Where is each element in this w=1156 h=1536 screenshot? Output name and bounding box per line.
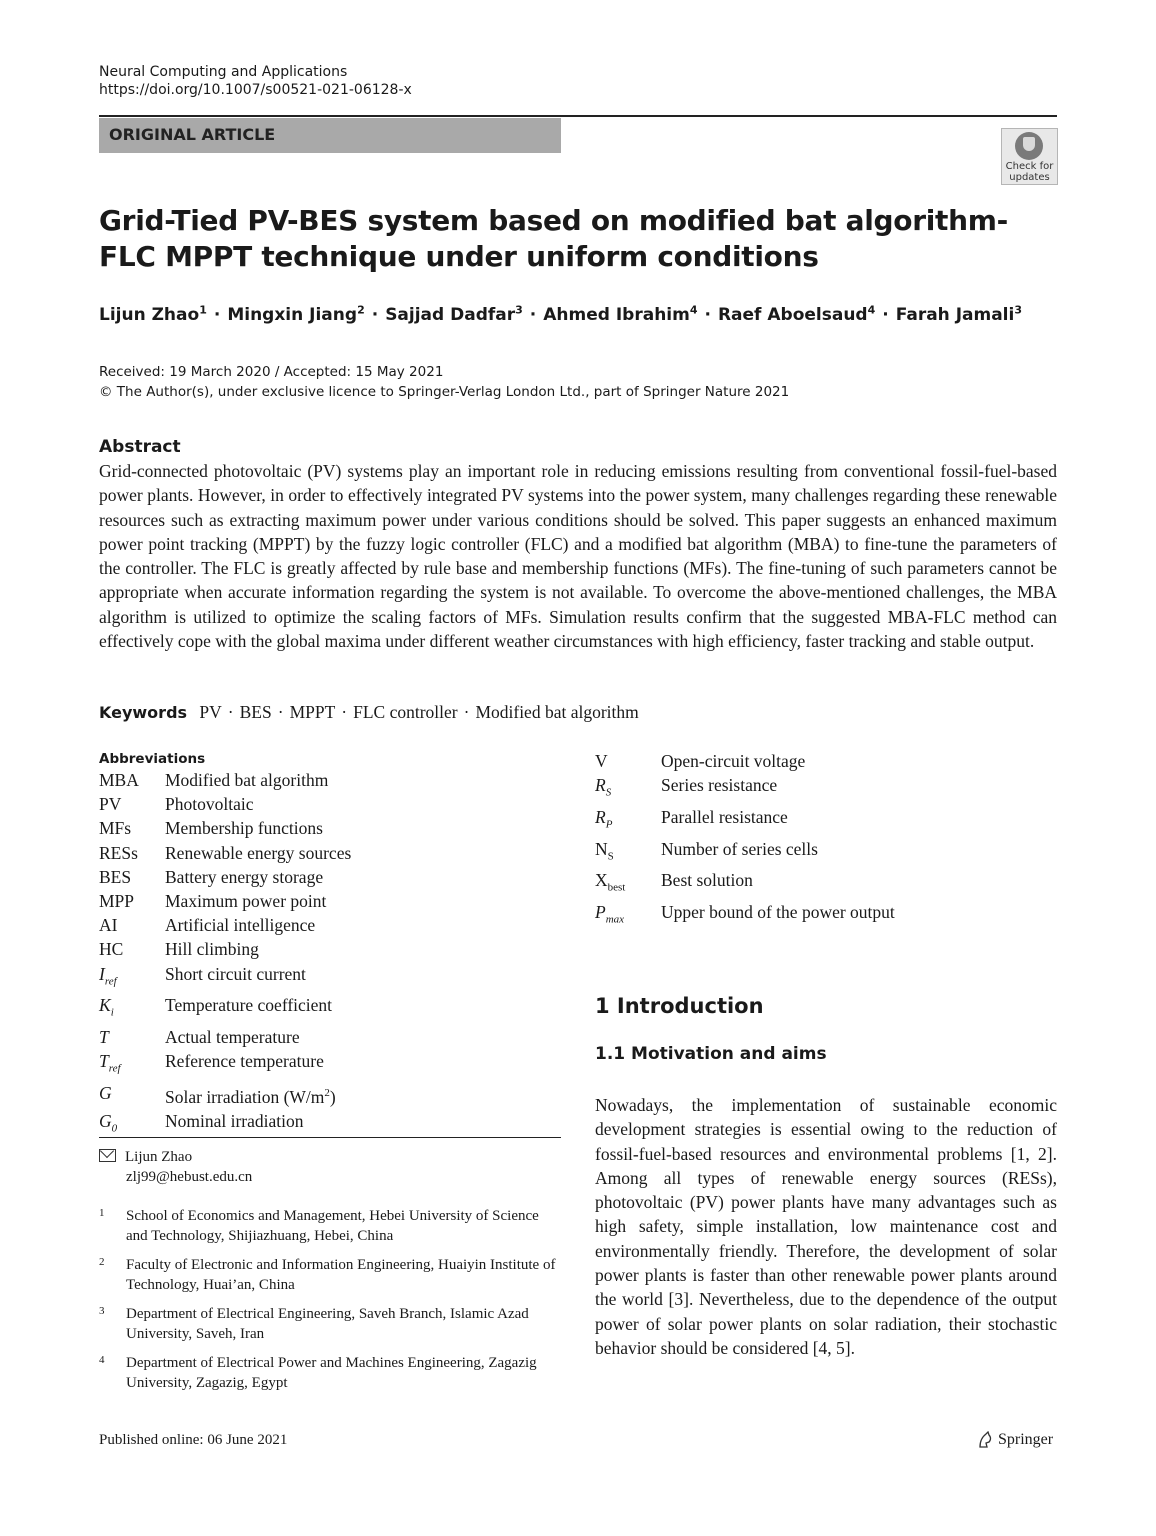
- abbreviations-heading: Abbreviations: [99, 751, 206, 767]
- abbreviation-description: Photovoltaic: [165, 794, 254, 815]
- article-type-label: ORIGINAL ARTICLE: [109, 125, 276, 144]
- subsection-heading-motivation: 1.1 Motivation and aims: [595, 1044, 827, 1064]
- abbreviation-term: $R_S$: [595, 775, 612, 799]
- check-for-updates-badge[interactable]: [1001, 128, 1058, 185]
- abbreviation-description: Membership functions: [165, 818, 323, 839]
- abbreviation-term: $X_{best}$: [595, 870, 626, 894]
- keyword-separator: ·: [227, 702, 234, 722]
- abbreviation-description: Open-circuit voltage: [661, 751, 806, 771]
- abbreviation-description: Parallel resistance: [661, 806, 788, 827]
- abbreviation-term: T: [99, 1027, 109, 1048]
- abbreviation-description: Best solution: [661, 870, 753, 891]
- publisher-logo: [977, 1431, 1053, 1449]
- author-separator: ·: [704, 304, 711, 325]
- author-name[interactable]: Lijun Zhao$^1$: [99, 303, 207, 325]
- abbreviation-row: [99, 962, 559, 994]
- keyword-item: FLC controller: [353, 702, 458, 722]
- abbreviation-term: $G_0$: [99, 1110, 118, 1135]
- abbreviation-term: $P_{max}$: [595, 902, 625, 926]
- abbreviation-row: [99, 1025, 559, 1049]
- abbreviation-row: [99, 792, 559, 816]
- abbreviation-term: HC: [99, 939, 124, 960]
- abbreviation-term: $T_{ref}$: [99, 1051, 121, 1075]
- author-name[interactable]: Farah Jamali$^3$: [895, 303, 1022, 325]
- abbreviation-term: MFs: [99, 818, 132, 839]
- abbreviation-term: PV: [99, 794, 122, 815]
- affiliation-text: Faculty of Electronic and Information Engineering, Huaiyin Institute of Technology, Huai’an, China: [126, 1257, 556, 1293]
- abbreviation-description: Renewable energy sources: [165, 842, 352, 863]
- affiliation-text: Department of Electrical Engineering, Saveh Branch, Islamic Azad University, Saveh, Iran: [126, 1306, 529, 1342]
- abbreviation-row: [595, 805, 1055, 837]
- author-affiliation-number: 4: [689, 303, 698, 316]
- abbreviation-row: [595, 868, 1055, 900]
- abbreviation-term: V: [595, 751, 608, 771]
- abbreviation-description: Actual temperature: [165, 1027, 300, 1048]
- abbreviation-row: [99, 1081, 559, 1109]
- author-affiliation-number: 3: [515, 303, 523, 316]
- header-rule: [99, 115, 1057, 117]
- abbreviation-description: Short circuit current: [165, 963, 306, 984]
- author-affiliation-number: 1: [199, 303, 207, 316]
- abbreviation-row: [99, 913, 559, 937]
- footnote-rule: [99, 1137, 561, 1138]
- abbreviation-description: Hill climbing: [165, 939, 259, 960]
- bookmark-icon: [1015, 132, 1043, 160]
- author-name[interactable]: Ahmed Ibrahim$^4$: [543, 303, 698, 325]
- author-separator: ·: [371, 304, 379, 325]
- abbreviation-description: Temperature coefficient: [165, 995, 333, 1016]
- abbreviation-description: Nominal irradiation: [165, 1110, 304, 1131]
- abbreviation-description: Maximum power point: [165, 891, 327, 912]
- abbreviation-row: [99, 1109, 559, 1141]
- abbreviation-row: [595, 900, 1055, 932]
- affiliation-number: 3: [99, 1305, 105, 1317]
- abbreviation-term: RESs: [99, 842, 138, 863]
- journal-name: Neural Computing and Applications: [99, 64, 348, 80]
- abbreviation-row: [99, 889, 559, 913]
- abbreviation-description: Upper bound of the power output: [661, 902, 895, 923]
- abbreviation-description: Artificial intelligence: [165, 915, 316, 936]
- abbreviation-description: Number of series cells: [661, 838, 818, 859]
- affiliation-number: 1: [99, 1207, 105, 1219]
- abbreviation-term: BES: [99, 866, 132, 887]
- abbreviation-row: [99, 768, 559, 792]
- abbreviation-row: [595, 837, 1055, 869]
- affiliation-text: Department of Electrical Power and Machines Engineering, Zagazig University, Zagazig, Egypt: [126, 1355, 537, 1391]
- author-affiliation-number: 3: [1014, 303, 1022, 316]
- abbreviation-term: $N_S$: [595, 838, 614, 863]
- doi-link[interactable]: https://doi.org/10.1007/s00521-021-06128-x: [99, 82, 412, 98]
- author-name[interactable]: Mingxin Jiang$^2$: [227, 303, 365, 325]
- author-list: [99, 303, 1059, 325]
- affiliation-number: 4: [99, 1354, 105, 1366]
- paper-title: Grid-Tied PV-BES system based on modified bat algorithm-FLC MPPT technique under uniform conditions: [99, 204, 1008, 273]
- article-dates: [99, 362, 789, 402]
- keywords: [99, 702, 639, 723]
- keyword-separator: ·: [277, 702, 284, 722]
- abbreviations-list-right: [595, 749, 1055, 932]
- abbreviation-term: G: [99, 1082, 112, 1103]
- abbreviation-row: [99, 993, 559, 1025]
- affiliation-text: School of Economics and Management, Hebei University of Science and Technology, Shijiazhuang, Hebei, China: [126, 1208, 539, 1244]
- author-separator: ·: [213, 304, 221, 325]
- abbreviation-row: [595, 773, 1055, 805]
- abbreviation-term: $I_{ref}$: [99, 963, 117, 988]
- corresponding-email[interactable]: zlj99@hebust.edu.cn: [126, 1169, 253, 1185]
- abstract-heading: Abstract: [99, 437, 181, 457]
- abbreviation-term: MBA: [99, 770, 139, 790]
- abbreviation-description: Battery energy storage: [165, 866, 324, 887]
- keyword-item: PV: [199, 702, 222, 722]
- keyword-separator: ·: [341, 702, 348, 722]
- abbreviations-list-left: [99, 768, 559, 1141]
- abbreviation-row: [99, 865, 559, 889]
- abbreviation-description: Reference temperature: [165, 1051, 324, 1072]
- keyword-separator: ·: [463, 702, 470, 722]
- abbreviation-row: [99, 816, 559, 840]
- affiliation-number: 2: [99, 1256, 105, 1268]
- abbreviation-description: Modified bat algorithm: [165, 770, 329, 790]
- abstract-text: Grid-connected photovoltaic (PV) systems play an important role in reducing emissions resulting from conventional fossil-fuel-based power plants. However, in order to effectively integrated PV systems into the power system, many challenges regarding these renewable resources such as extracting maximum power under various conditions should be solved. This paper suggests an enhanced maximum power point tracking (MPPT) by the fuzzy logic controller (FLC) and a modified bat algorithm (MBA) to fine-tune the parameters of the controller. The FLC is greatly affected by rule base and membership functions (MFs). The fine-tuning of such parameters cannot be appropriate when accurate information regarding the system is not available. To overcome the above-mentioned challenges, the MBA algorithm is utilized to optimize the scaling factors of MFs. Simulation results confirm that the suggested MBA-FLC method can effectively cope with the global maxima under different weather circumstances with high efficiency, faster tracking and stable output.: [99, 461, 1057, 652]
- abbreviation-description: Series resistance: [661, 775, 778, 796]
- author-separator: ·: [882, 304, 889, 325]
- journal-header: [99, 63, 412, 99]
- author-name[interactable]: Raef Aboelsaud$^4$: [717, 303, 876, 325]
- correspondence: [99, 1147, 252, 1187]
- keyword-item: Modified bat algorithm: [475, 702, 639, 722]
- section-heading-introduction: 1 Introduction: [595, 994, 764, 1018]
- author-affiliation-number: 2: [357, 303, 365, 316]
- abbreviation-description: Solar irradiation $(W/m^2)$: [165, 1086, 336, 1107]
- keyword-item: MPPT: [289, 702, 336, 722]
- corresponding-author: Lijun Zhao: [125, 1149, 193, 1165]
- envelope-icon: [99, 1149, 116, 1162]
- publisher-name: Springer: [998, 1431, 1054, 1448]
- springer-horse-icon: [977, 1431, 993, 1449]
- abbreviation-row: [99, 841, 559, 865]
- received-accepted: Received: 19 March 2020 / Accepted: 15 May 2021: [99, 364, 444, 380]
- keywords-label: Keywords: [99, 703, 188, 722]
- keyword-items: [199, 702, 638, 722]
- abbreviation-row: [99, 1049, 559, 1081]
- check-updates-label: Check for updates: [1005, 161, 1054, 183]
- author-affiliation-number: 4: [867, 303, 876, 316]
- copyright-line: © The Author(s), under exclusive licence to Springer-Verlag London Ltd., part of Springer Nature 2021: [99, 384, 790, 400]
- author-name[interactable]: Sajjad Dadfar$^3$: [385, 303, 523, 325]
- introduction-text: Nowadays, the implementation of sustainable economic development strategies is essential owing to the reduction of fossil-fuel-based resources and environmental problems [1, 2]. Among all types of renewable energy sources (RESs), photovoltaic (PV) power plants have many advantages such as high safety, simple installation, low maintenance cost and environmentally friendly. Therefore, the development of solar power plants is faster than other renewable power plants around the world [3]. Nevertheless, due to the dependence of the output power of solar power plants on solar radiation, their stochastic behavior should be considered [4, 5].: [595, 1095, 1057, 1358]
- keyword-item: BES: [239, 702, 272, 722]
- abbreviation-term: $R_P$: [595, 806, 613, 831]
- abbreviation-term: MPP: [99, 891, 135, 912]
- abbreviation-term: $K_i$: [99, 995, 114, 1019]
- abbreviation-row: [595, 749, 1055, 773]
- abbreviation-term: AI: [99, 915, 118, 936]
- author-separator: ·: [529, 304, 537, 325]
- published-date: Published online: 06 June 2021: [99, 1432, 288, 1448]
- abbreviation-row: [99, 937, 559, 961]
